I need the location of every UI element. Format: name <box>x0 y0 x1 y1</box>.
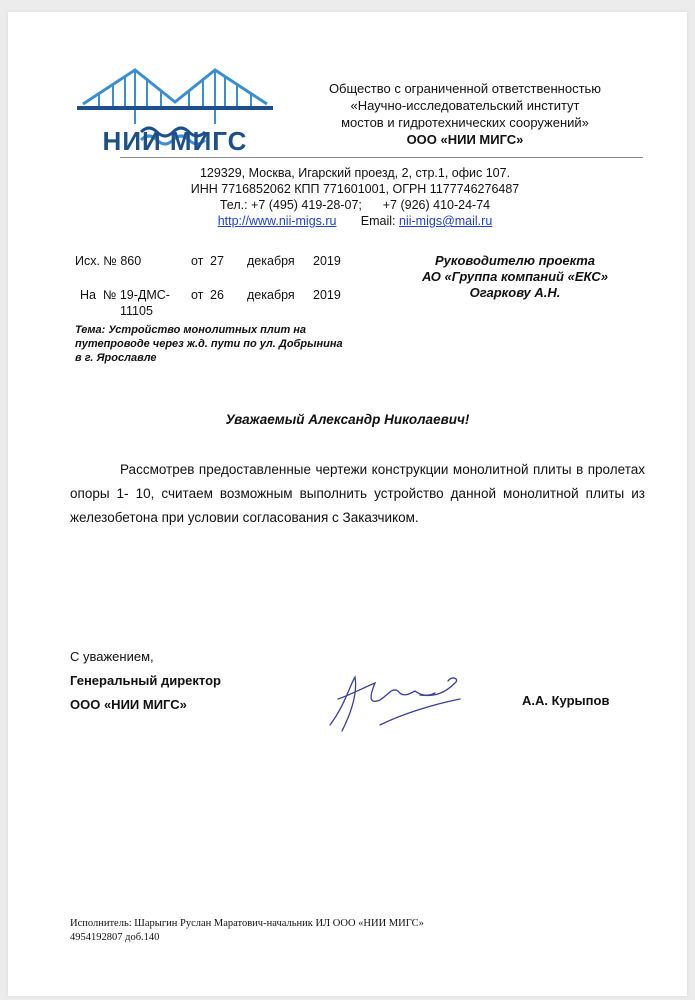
outgoing-number: 860 <box>120 254 142 268</box>
outgoing-year: 2019 <box>313 254 341 268</box>
outgoing-from: от <box>191 254 204 268</box>
incoming-number-cont: 11105 <box>120 304 153 318</box>
signer-name: А.А. Курыпов <box>522 693 610 708</box>
salutation: Уважаемый Александр Николаевич! <box>225 412 470 427</box>
requisites: ИНН 7716852062 КПП 771601001, ОГРН 1177746276487 <box>190 182 520 196</box>
subject-line-3: в г. Ярославле <box>75 352 157 364</box>
address: 129329, Москва, Игарский проезд, 2, стр.1, офис 107. <box>199 166 511 180</box>
incoming-from: от <box>191 288 204 302</box>
org-line-3: мостов и гидротехнических сооружений» <box>341 115 589 130</box>
subject-line-1: Тема: Устройство монолитных плит на <box>75 324 307 336</box>
contacts-block <box>150 165 560 229</box>
org-line-2: «Научно-исследовательский институт <box>350 98 580 113</box>
addressee-line-3: Огаркову А.Н. <box>469 285 561 300</box>
logo-text: НИИ МИГС <box>102 126 248 154</box>
outgoing-month: декабря <box>247 254 295 268</box>
phone-1: Тел.: +7 (495) 419-28-07; <box>219 198 362 212</box>
letter-body: Рассмотрев предоставленные чертежи конструкции монолитной плиты в пролетах опоры 1- 10, считаем возможным выполнить устройство данной монолитной плиты из железобетона при условии согласования с Заказчиком. <box>70 462 645 525</box>
web-email <box>150 213 560 229</box>
subject-line-2: путепроводе через ж.д. пути по ул. Добрынина <box>75 338 343 350</box>
website-link[interactable]: http://www.nii-migs.ru <box>217 214 337 228</box>
incoming-month: декабря <box>247 288 295 302</box>
outgoing-day: 27 <box>210 254 224 268</box>
incoming-label-text: На <box>80 288 96 302</box>
addressee-line-2: АО «Группа компаний «ЕКС» <box>422 269 608 284</box>
header-divider <box>120 157 643 158</box>
executor-phone: 4954192807 доб.140 <box>70 932 160 943</box>
org-line-1: Общество с ограниченной ответственностью <box>328 81 602 96</box>
company-logo <box>75 62 275 154</box>
incoming-label <box>80 287 170 303</box>
addressee-line-1: Руководителю проекта <box>434 253 596 268</box>
footer-executor <box>70 917 424 945</box>
executor-line: Исполнитель: Шарыгин Руслан Маратович-начальник ИЛ ООО «НИИ МИГС» <box>70 918 424 929</box>
email-link[interactable]: nii-migs@mail.ru <box>399 214 493 228</box>
phone-2: +7 (926) 410-24-74 <box>382 198 491 212</box>
signer-company: ООО «НИИ МИГС» <box>70 697 187 712</box>
addressee-block <box>390 253 640 301</box>
handwritten-signature <box>320 665 470 735</box>
incoming-year: 2019 <box>313 288 341 302</box>
incoming-day: 26 <box>210 288 224 302</box>
subject-block <box>75 323 375 365</box>
outgoing-label-text: Исх. № <box>75 254 117 268</box>
outgoing-label <box>75 253 141 269</box>
phones <box>150 197 560 213</box>
org-header <box>300 80 630 148</box>
regards: С уважением, <box>70 649 154 664</box>
email-label: Email: <box>360 214 396 228</box>
org-name: ООО «НИИ МИГС» <box>406 132 524 147</box>
incoming-number: № 19-ДМС- <box>102 288 170 302</box>
signer-position: Генеральный директор <box>70 673 221 688</box>
closing-block <box>70 645 221 717</box>
